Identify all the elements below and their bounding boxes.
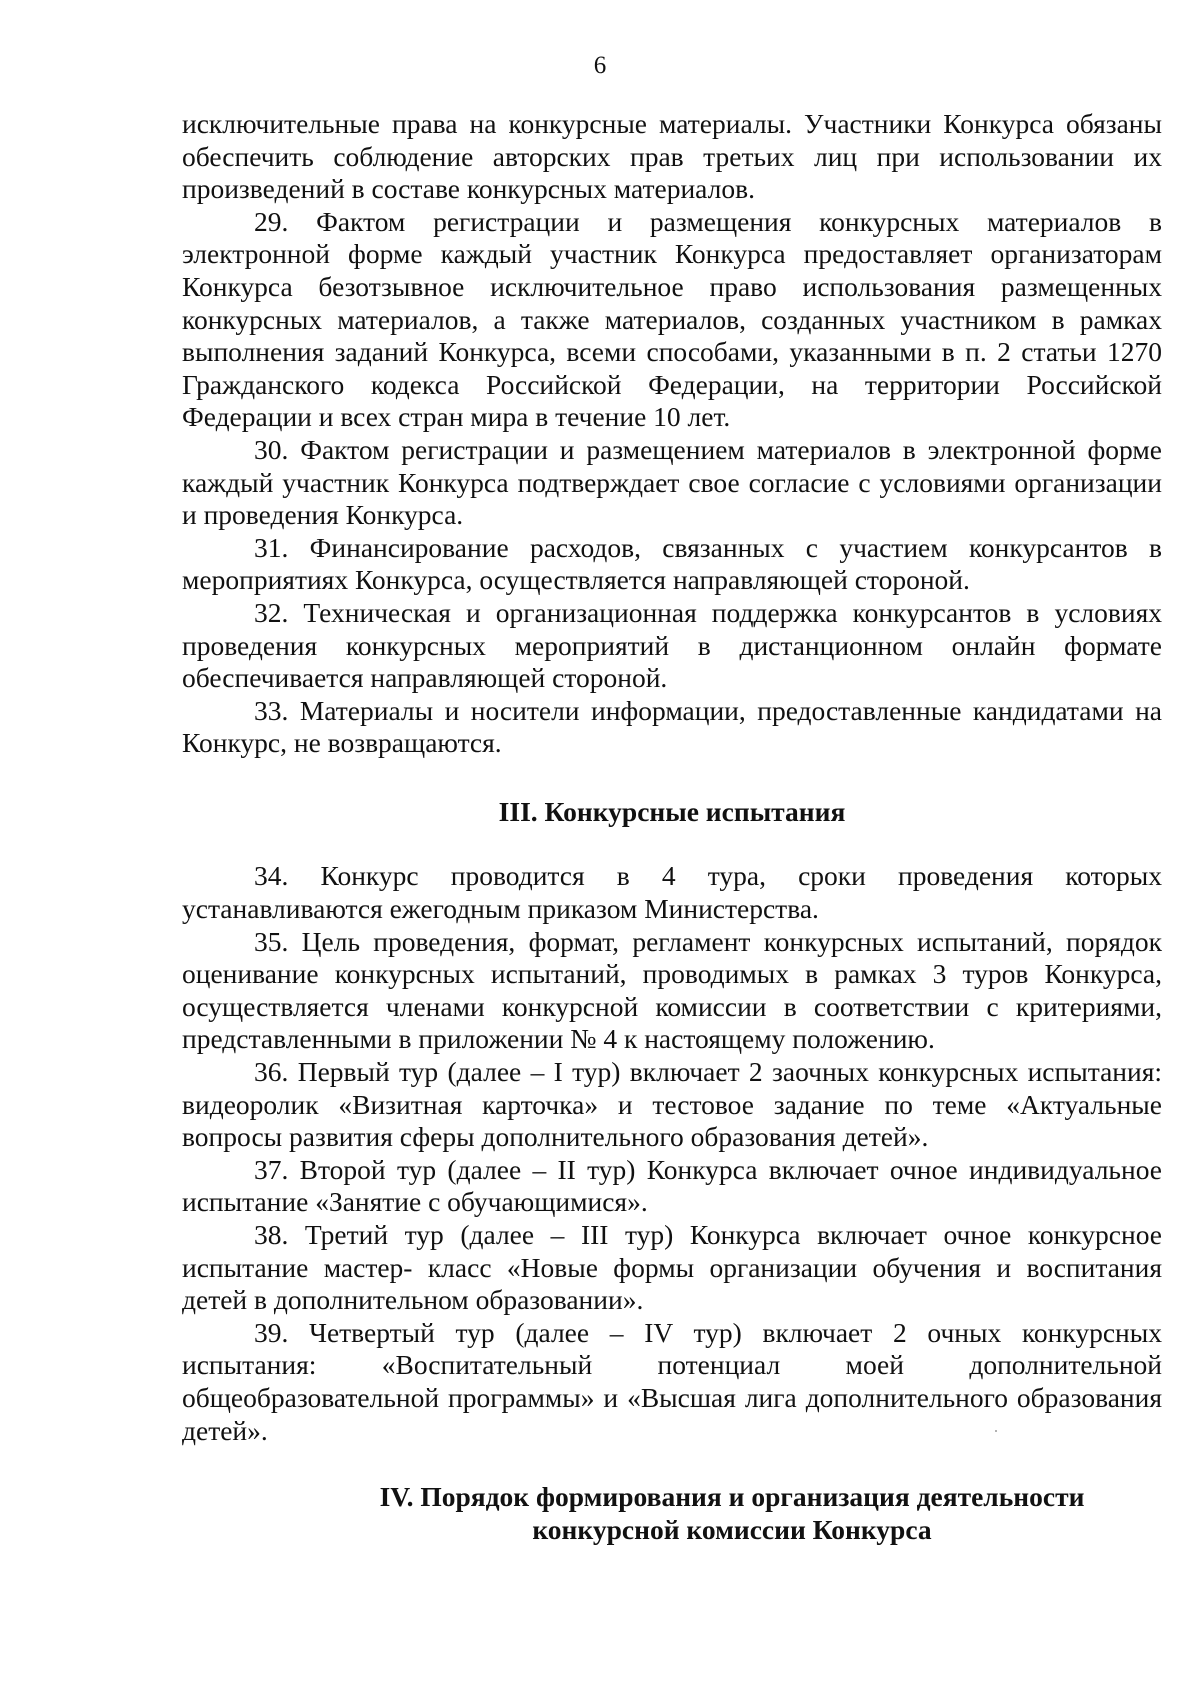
paragraph-p30: 30. Фактом регистрации и размещением материалов в электронной форме каждый участник Конкурса подтверждает свое согласие с условиями организации и проведения Конкурса. bbox=[182, 433, 1162, 531]
paragraph-p32: 32. Техническая и организационная поддержка конкурсантов в условиях проведения конкурсных мероприятий в дистанционном онлайн формате обеспечивается направляющей стороной. bbox=[182, 596, 1162, 694]
scan-speck bbox=[995, 1430, 997, 1432]
section-heading-3: III. Конкурсные испытания bbox=[498, 795, 846, 827]
paragraph-p31: 31. Финансирование расходов, связанных с участием конкурсантов в мероприятиях Конкурса, осуществляется направляющей стороной. bbox=[182, 531, 1162, 596]
page-number: 6 bbox=[593, 52, 607, 79]
paragraphs-block-top bbox=[182, 108, 1162, 760]
paragraph-p34: 34. Конкурс проводится в 4 тура, сроки проведения которых устанавливаются ежегодным приказом Министерства. bbox=[182, 860, 1162, 925]
paragraphs-block-section-3 bbox=[182, 860, 1162, 1447]
paragraph-p38: 38. Третий тур (далее – III тур) Конкурса включает очное конкурсное испытание мастер- класс «Новые формы организации обучения и воспитания детей в дополнительном образовании». bbox=[182, 1219, 1162, 1316]
document-body bbox=[182, 108, 1162, 1546]
section-heading-4-line-1: IV. Порядок формирования и организация деятельности bbox=[379, 1481, 1085, 1513]
paragraph-p-cont: исключительные права на конкурсные материалы. Участники Конкурса обязаны обеспечить соблюдение авторских прав третьих лиц при использовании их произведений в составе конкурсных материалов. bbox=[182, 108, 1162, 205]
paragraph-p37: 37. Второй тур (далее – II тур) Конкурса включает очное индивидуальное испытание «Занятие с обучающимися». bbox=[182, 1153, 1162, 1218]
paragraph-p29: 29. Фактом регистрации и размещения конкурсных материалов в электронной форме каждый участник Конкурса предоставляет организаторам Конкурса безотзывное исключительное право использования размещенных конкурсных материалов, а также материалов, созданных участником в рамках выполнения заданий Конкурса, всеми способами, указанными в п. 2 статьи 1270 Гражданского кодекса Российской Федерации, на территории Российской Федерации и всех стран мира в течение 10 лет. bbox=[182, 205, 1162, 433]
section-heading-4-line-2: конкурсной комиссии Конкурса bbox=[532, 1513, 932, 1545]
paragraph-p39: 39. Четвертый тур (далее – IV тур) включает 2 очных конкурсных испытания: «Воспитательный потенциал моей дополнительной общеобразовательной программы» и «Высшая лига дополнительного образования детей». bbox=[182, 1316, 1162, 1446]
paragraph-p33: 33. Материалы и носители информации, предоставленные кандидатами на Конкурс, не возвращаются. bbox=[182, 694, 1162, 759]
paragraph-p35: 35. Цель проведения, формат, регламент конкурсных испытаний, порядок оценивание конкурсных испытаний, проводимых в рамках 3 туров Конкурса, осуществляется членами конкурсной комиссии в соответствии с критериями, представленными в приложении № 4 к настоящему положению. bbox=[182, 925, 1162, 1055]
section-heading-4 bbox=[182, 1481, 1162, 1546]
paragraph-p36: 36. Первый тур (далее – I тур) включает 2 заочных конкурсных испытания: видеоролик «Визитная карточка» и тестовое задание по теме «Актуальные вопросы развития сферы дополнительного образования детей». bbox=[182, 1056, 1162, 1153]
